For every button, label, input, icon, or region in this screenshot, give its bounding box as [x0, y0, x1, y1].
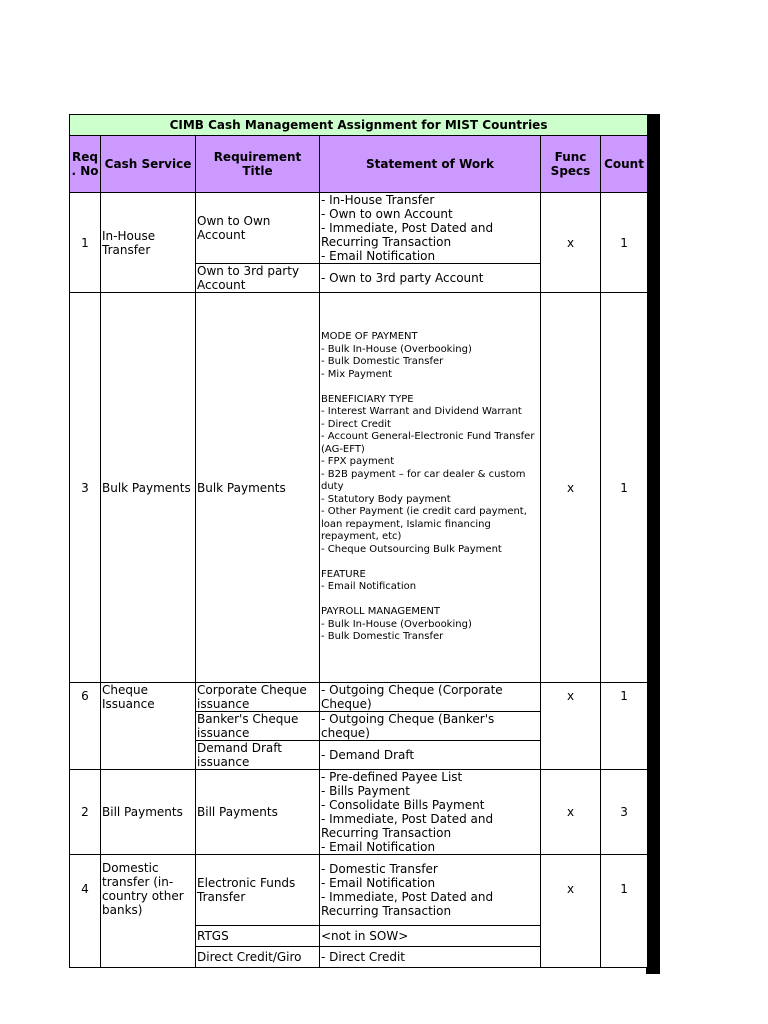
cash-service-cell: Domestic transfer (in-country other banks) — [101, 855, 196, 968]
requirement-title-cell: Own to Own Account — [196, 193, 320, 264]
header-row — [70, 136, 648, 193]
cash-service-cell: Bulk Payments — [101, 293, 196, 683]
header-func-specs: Func Specs — [541, 136, 601, 193]
table-row — [70, 770, 648, 855]
assignment-table — [69, 114, 648, 968]
statement-of-work-cell: - Outgoing Cheque (Banker's cheque) — [320, 712, 541, 741]
requirement-title-cell: Bulk Payments — [196, 293, 320, 683]
requirement-title-cell: Corporate Cheque issuance — [196, 683, 320, 712]
sow-line: - Own to own Account — [321, 207, 453, 221]
sow-line: - Other Payment (ie credit card payment, loan repayment, Islamic financing repayment, etc) — [321, 506, 527, 543]
sow-line: - Immediate, Post Dated and Recurring Transaction — [321, 221, 494, 249]
header-statement-of-work: Statement of Work — [320, 136, 541, 193]
requirement-title-cell: Bill Payments — [196, 770, 320, 855]
statement-of-work-cell: <not in SOW> — [320, 926, 541, 947]
sow-line: - Bills Payment — [321, 784, 410, 798]
cash-service-cell: Bill Payments — [101, 770, 196, 855]
header-count: Count — [601, 136, 648, 193]
statement-of-work-cell — [320, 855, 541, 926]
table-shadow — [646, 114, 660, 974]
sow-line: - In-House Transfer — [321, 193, 435, 207]
count-cell: 1 — [601, 293, 648, 683]
sow-line: - Interest Warrant and Dividend Warrant — [321, 406, 522, 418]
sow-line: - Email Notification — [321, 876, 436, 890]
sow-line: BENEFICIARY TYPE — [321, 393, 414, 405]
statement-of-work-cell — [320, 193, 541, 264]
table-row — [70, 293, 648, 683]
table-row — [70, 683, 648, 712]
sow-spacer — [321, 381, 539, 394]
sow-line: MODE OF PAYMENT — [321, 331, 418, 343]
req-no-cell: 2 — [70, 770, 101, 855]
sow-spacer — [321, 594, 539, 607]
req-no-cell: 6 — [70, 683, 101, 770]
title-row — [70, 115, 648, 136]
statement-of-work-cell — [320, 770, 541, 855]
sow-line: - Bulk In-House (Overbooking) — [321, 343, 472, 355]
sow-line: - Immediate, Post Dated and Recurring Transaction — [321, 890, 494, 918]
table-title: CIMB Cash Management Assignment for MIST Countries — [70, 115, 648, 136]
func-specs-cell: x — [541, 683, 601, 770]
requirement-title-cell: Own to 3rd party Account — [196, 264, 320, 293]
sow-line: - Domestic Transfer — [321, 862, 438, 876]
sow-line: - Email Notification — [321, 249, 436, 263]
count-cell: 1 — [601, 193, 648, 293]
requirement-title-cell: Direct Credit/Giro — [196, 947, 320, 968]
sow-line: - Email Notification — [321, 581, 417, 593]
statement-of-work-cell: - Direct Credit — [320, 947, 541, 968]
header-req-no: Req . No — [70, 136, 101, 193]
sow-line: - Consolidate Bills Payment — [321, 798, 485, 812]
req-no-cell: 4 — [70, 855, 101, 968]
sow-line: - Cheque Outsourcing Bulk Payment — [321, 543, 502, 555]
sow-line: - Bulk Domestic Transfer — [321, 631, 444, 643]
func-specs-cell: x — [541, 770, 601, 855]
func-specs-cell: x — [541, 855, 601, 968]
sow-line: - Bulk In-House (Overbooking) — [321, 618, 472, 630]
statement-of-work-cell: - Own to 3rd party Account — [320, 264, 541, 293]
sow-line: - Email Notification — [321, 840, 436, 854]
count-cell: 1 — [601, 855, 648, 968]
requirement-title-cell: RTGS — [196, 926, 320, 947]
req-no-cell: 1 — [70, 193, 101, 293]
sow-line: - B2B payment – for car dealer & custom duty — [321, 468, 526, 493]
sow-line: - Mix Payment — [321, 368, 393, 380]
requirement-title-cell: Demand Draft issuance — [196, 741, 320, 770]
statement-of-work-cell — [320, 293, 541, 683]
cash-service-cell: Cheque Issuance — [101, 683, 196, 770]
sow-line: - FPX payment — [321, 456, 395, 468]
statement-of-work-cell: - Demand Draft — [320, 741, 541, 770]
requirement-title-cell: Electronic Funds Transfer — [196, 855, 320, 926]
sow-line: - Account General-Electronic Fund Transfer (AG-EFT) — [321, 431, 535, 455]
count-cell: 1 — [601, 683, 648, 770]
req-no-cell: 3 — [70, 293, 101, 683]
sow-line: PAYROLL MANAGEMENT — [321, 606, 440, 618]
sow-line: FEATURE — [321, 568, 366, 580]
sow-spacer — [321, 556, 539, 569]
statement-of-work-cell: - Outgoing Cheque (Corporate Cheque) — [320, 683, 541, 712]
cash-service-cell: In-House Transfer — [101, 193, 196, 293]
func-specs-cell: x — [541, 293, 601, 683]
table-row — [70, 193, 648, 264]
sow-line: - Bulk Domestic Transfer — [321, 356, 444, 368]
sow-line: - Statutory Body payment — [321, 493, 451, 505]
sow-line: - Pre-defined Payee List — [321, 770, 463, 784]
func-specs-cell: x — [541, 193, 601, 293]
requirement-title-cell: Banker's Cheque issuance — [196, 712, 320, 741]
table-row — [70, 855, 648, 926]
sow-line: - Direct Credit — [321, 418, 391, 430]
header-cash-service: Cash Service — [101, 136, 196, 193]
header-requirement-title: Requirement Title — [196, 136, 320, 193]
sow-line: - Immediate, Post Dated and Recurring Transaction — [321, 812, 494, 840]
count-cell: 3 — [601, 770, 648, 855]
